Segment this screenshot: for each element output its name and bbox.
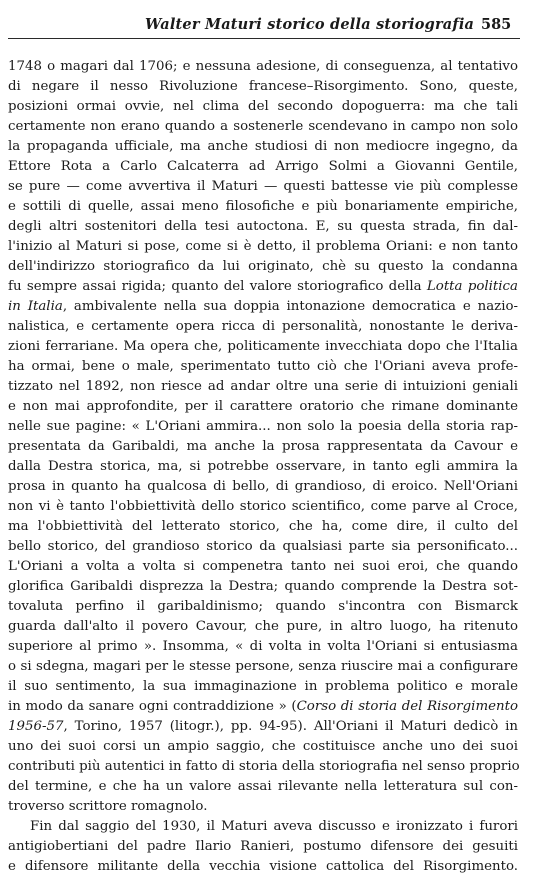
- text-line: e sottili di quelle, assai meno filosofiche e più bonariamente empiriche,: [8, 199, 518, 214]
- text-line: posizioni ormai ovvie, nel clima del secondo dopoguerra: ma che tali: [8, 99, 518, 114]
- text-line: degli altri sostenitori della tesi autoctona. E, su questa strada, fin dal-: [8, 219, 518, 234]
- text-line: troverso scrittore romagnolo.: [8, 799, 208, 814]
- text-line: se pure — come avvertiva il Maturi — questi battesse vie più complesse: [8, 179, 518, 194]
- text-line: o si sdegna, magari per le stesse persone, senza riuscire mai a configurare: [8, 659, 518, 674]
- text-line: Fin dal saggio del 1930, il Maturi aveva discusso e ironizzato i furori: [30, 819, 518, 834]
- text-line: dell'indirizzo storiografico da lui originato, chè su questo la condanna: [8, 259, 518, 274]
- text-line: l'inizio al Maturi si pose, come si è detto, il problema Oriani: e non tanto: [8, 239, 518, 254]
- text-line: tovaluta perfino il garibaldinismo; quando s'incontra con Bismarck: [8, 599, 518, 614]
- text-line: ha ormai, bene o male, sperimentato tutto ciò che l'Oriani aveva profe-: [8, 359, 518, 374]
- header-rule: [8, 38, 520, 39]
- text-line: ma l'obbiettività del letterato storico, che ha, come dire, il culto del: [8, 519, 518, 534]
- page-number: 585: [481, 16, 512, 33]
- text-line: certamente non erano quando a sostenerle scendevano in campo non solo: [8, 119, 518, 134]
- text-line: fu sempre assai rigida; quanto del valore storiografico della Lotta politica: [8, 279, 518, 294]
- text-line: uno dei suoi corsi un ampio saggio, che costituisce anche uno dei suoi: [8, 739, 518, 754]
- text-line: 1748 o magari dal 1706; e nessuna adesione, di conseguenza, al tentativo: [8, 59, 518, 74]
- text-line: presentata da Garibaldi, ma anche la prosa rappresentata da Cavour e: [8, 439, 518, 454]
- text-line: contributi più autentici in fatto di storia della storiografia nel senso proprio: [8, 759, 520, 774]
- text-line: bello storico, del grandioso storico da qualsiasi parte sia personificato...: [8, 539, 518, 554]
- text-line: 1956-57, Torino, 1957 (litogr.), pp. 94-95). All'Oriani il Maturi dedicò in: [8, 719, 518, 734]
- text-line: in modo da sanare ogni contraddizione » (Corso di storia del Risorgimento: [8, 699, 518, 714]
- text-line: e non mai approfondite, per il carattere oratorio che rimane dominante: [8, 399, 518, 414]
- text-line: Ettore Rota a Carlo Calcaterra ad Arrigo Solmi a Giovanni Gentile,: [8, 159, 518, 174]
- text-line: glorifica Garibaldi disprezza la Destra; quando comprende la Destra sot-: [8, 579, 518, 594]
- text-line: nelle sue pagine: « L'Oriani ammira... non solo la poesia della storia rap-: [8, 419, 518, 434]
- text-line: tizzato nel 1892, non riesce ad andar oltre una serie di intuizioni geniali: [8, 379, 518, 394]
- text-line: antigiobertiani del padre Ilario Ranieri, postumo difensore dei gesuiti: [8, 839, 518, 854]
- text-line: di negare il nesso Rivoluzione francese–Risorgimento. Sono, queste,: [8, 79, 518, 94]
- text-line: prosa in quanto ha qualcosa di bello, di grandioso, di eroico. Nell'Oriani: [8, 479, 518, 494]
- text-line: non vi è tanto l'obbiettività dello storico scientifico, come parve al Croce,: [8, 499, 518, 514]
- text-line: zioni ferrariane. Ma opera che, politicamente invecchiata dopo che l'Italia: [8, 339, 518, 354]
- text-line: la propaganda ufficiale, ma anche studiosi di non mediocre ingegno, da: [8, 139, 518, 154]
- text-line: in Italia, ambivalente nella sua doppia intonazione democratica e nazio-: [8, 299, 519, 314]
- text-line: il suo sentimento, la sua immaginazione in problema politico e morale: [8, 679, 518, 694]
- text-line: superiore al primo ». Insomma, « di volta in volta l'Oriani si entusiasma: [8, 639, 518, 654]
- running-title: Walter Maturi storico della storiografia: [145, 16, 475, 33]
- running-header: [0, 16, 550, 40]
- text-line: del termine, e che ha un valore assai rilevante nella letteratura sul con-: [8, 779, 518, 794]
- text-line: L'Oriani a volta a volta si compenetra tanto nei suoi eroi, che quando: [8, 559, 518, 574]
- text-line: guarda dall'alto il povero Cavour, che pure, in altro luogo, ha ritenuto: [8, 619, 518, 634]
- text-line: nalistica, e certamente opera ricca di personalità, nonostante le deriva-: [8, 319, 518, 334]
- text-line: e difensore militante della vecchia visione cattolica del Risorgimento.: [8, 859, 518, 874]
- text-line: dalla Destra storica, ma, si potrebbe osservare, in tanto egli ammira la: [8, 459, 518, 474]
